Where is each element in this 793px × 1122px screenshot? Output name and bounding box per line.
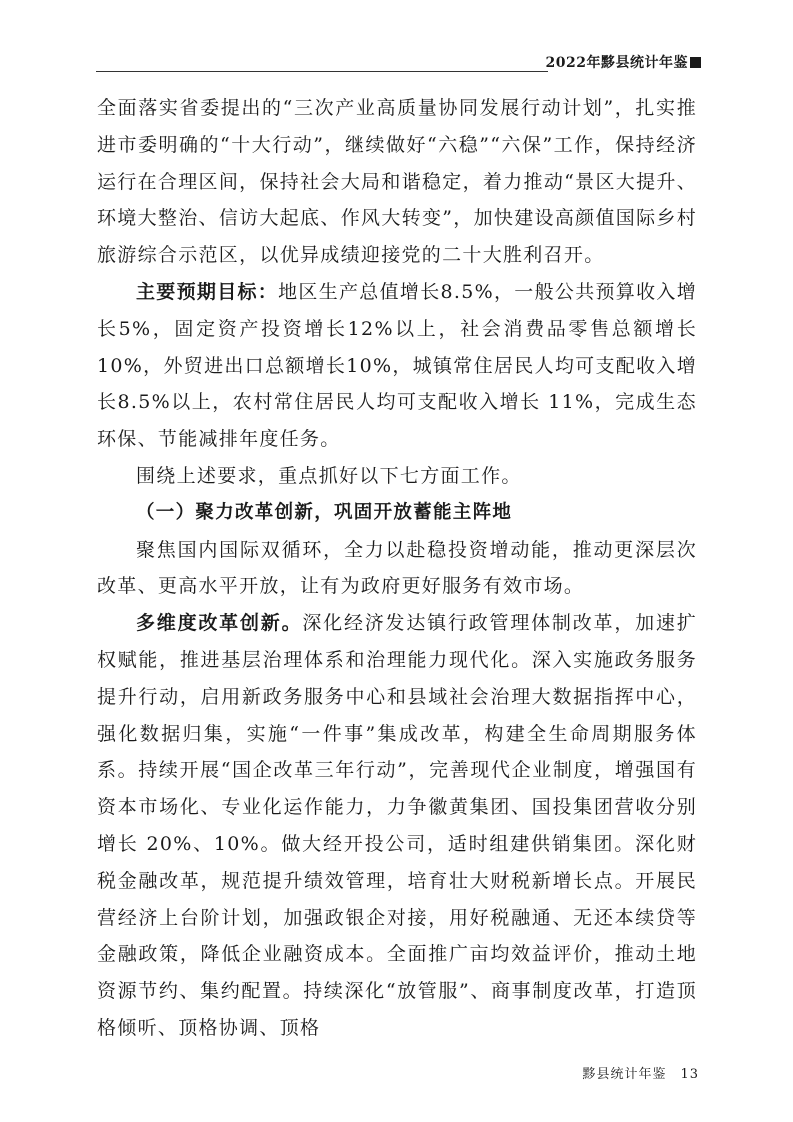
square-mark-icon <box>690 57 701 68</box>
section-heading-1: （一）聚力改革创新，巩固开放蓄能主阵地 <box>136 501 513 523</box>
targets-lead: 主要预期目标： <box>136 280 279 303</box>
reform-lead: 多维度改革创新。 <box>136 612 303 635</box>
header-rule <box>96 71 548 72</box>
header-title <box>546 52 701 72</box>
paragraph-reform <box>97 605 697 1047</box>
paragraph-targets <box>97 274 697 458</box>
footer-label: 黟县统计年鉴 <box>582 1067 667 1082</box>
paragraph-3: 围绕上述要求，重点抓好以下七方面工作。 <box>136 464 522 487</box>
paragraph-1: 全面落实省委提出的“三次产业高质量协同发展行动计划”，扎实推进市委明确的“十大行动”，继续做好“六稳”“六保”工作，保持经济运行在合理区间，保持社会大局和谐稳定，着力推动“景区大提升、环境大整治、信访大起底、作风大转变”，加快建设高颜值国际乡村旅游综合示范区，以优异成绩迎接党的二十大胜利召开。 <box>97 97 697 267</box>
page-number: 13 <box>680 1067 699 1082</box>
body-text <box>97 90 697 1047</box>
targets-body: 地区生产总值增长8.5%，一般公共预算收入增长5%，固定资产投资增长12%以上，社会消费品零售总额增长10%，外贸进出口总额增长10%，城镇常住居民人均可支配收入增长8.5%以上，农村常住居民人均可支配收入增长 11%，完成生态环保、节能减排年度任务。 <box>97 280 697 451</box>
page-footer <box>582 1063 699 1082</box>
yearbook-title: 2022年黟县统计年鉴 <box>545 55 688 71</box>
page-header <box>96 52 697 74</box>
reform-body: 深化经济发达镇行政管理体制改革，加速扩权赋能，推进基层治理体系和治理能力现代化。深入实施政务服务提升行动，启用新政务服务中心和县域社会治理大数据指挥中心，强化数据归集，实施“一件事”集成改革，构建全生命周期服务体系。持续开展“国企改革三年行动”，完善现代企业制度，增强国有资本市场化、专业化运作能力，力争徽黄集团、国投集团营收分别增长 20%、10%。做大经开投公司，适时组建供销集团。深化财税金融改革，规范提升绩效管理，培育壮大财税新增长点。开展民营经济上台阶计划，加强政银企对接，用好税融通、无还本续贷等金融政策，降低企业融资成本。全面推广亩均效益评价，推动土地资源节约、集约配置。持续深化“放管服”、商事制度改革，打造顶格倾听、顶格协调、顶格 <box>97 612 698 1039</box>
paragraph-4: 聚焦国内国际双循环，全力以赴稳投资增动能，推动更深层次改革、更高水平开放，让有为政府更好服务有效市场。 <box>97 538 697 598</box>
